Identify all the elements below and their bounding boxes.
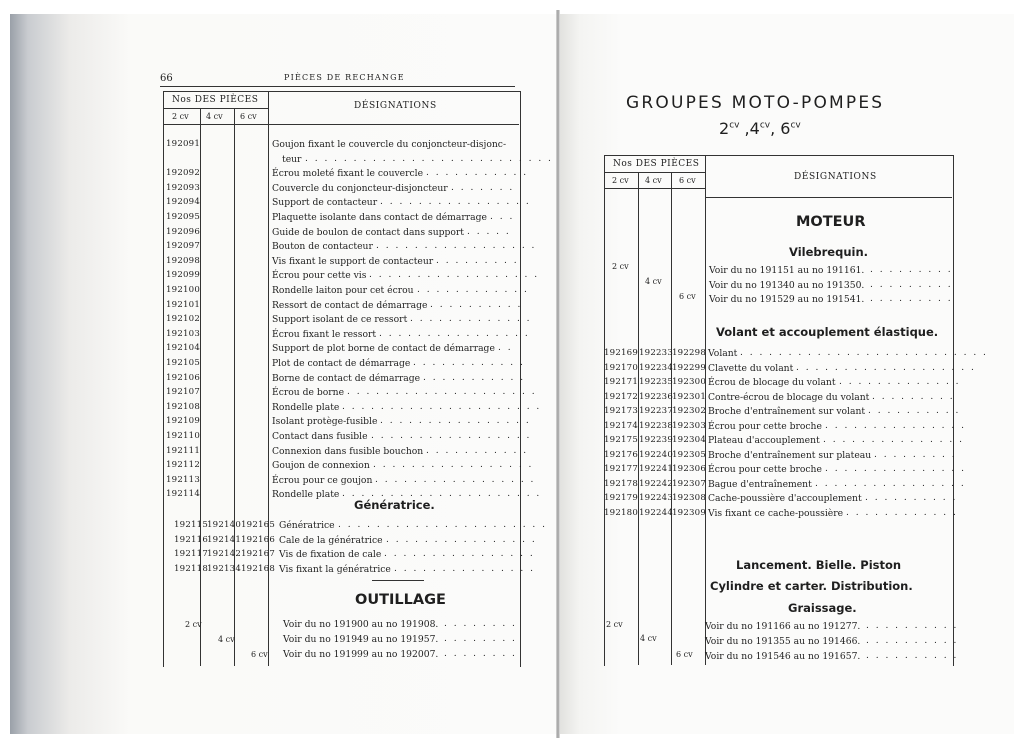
page-subtitle: $2^{cv}$ $,4^{cv}$, $6^{cv}$	[719, 119, 801, 138]
part-number: 192103	[166, 328, 201, 339]
left-header-rule	[163, 108, 268, 109]
part-number-2cv: 192180	[604, 507, 639, 518]
leader-dots: . . . . . . . . . . . . . . . .	[379, 328, 530, 339]
cv-header-6: 6 cv	[679, 176, 696, 185]
leader-dots: . . .	[490, 212, 515, 222]
leader-dots: . . . . . . . . . . . .	[413, 358, 525, 368]
part-number-2cv: 192179	[604, 493, 639, 503]
part-number-4cv: 192239	[639, 435, 674, 445]
leader-dots: . . . . . . . . . . . . . . . . . . . . . . . . . .	[305, 153, 553, 164]
part-designation: Ressort de contact de démarrage	[272, 299, 428, 311]
part-number-6cv: 192168	[241, 563, 276, 574]
part-number: 192094	[166, 197, 201, 208]
part-number: 192107	[166, 387, 201, 398]
nos-des-pieces-header: Nos DES PIÈCES	[172, 95, 259, 105]
part-number: 192102	[166, 314, 201, 325]
part-designation: Cache-poussière d'accouplement	[708, 493, 862, 504]
part-designation-cont: teur	[282, 153, 302, 165]
leader-dots: . . . . . . . . . .	[430, 299, 523, 310]
leader-dots: . . . . . . . . .	[870, 294, 953, 305]
leader-dots: . . . . . . . . . . . . . . . . .	[371, 431, 532, 441]
part-number: 192106	[166, 372, 201, 383]
part-designation: Contre-écrou de blocage du volant	[708, 391, 870, 403]
cv-label: 2 cv	[185, 620, 202, 629]
leader-dots: . . . . . . . . . . . . . . . . . . .	[796, 362, 976, 373]
part-number-4cv: 192141	[207, 534, 242, 545]
leader-dots: . . . . . . . . . . .	[426, 445, 529, 456]
part-number: 192091	[166, 139, 201, 149]
leader-dots: . . . . . . . .	[444, 634, 517, 644]
part-designation: Volant	[708, 348, 738, 359]
leader-dots: . . . . . . . . . . . . . . .	[825, 420, 966, 431]
part-number-2cv: 192171	[604, 377, 639, 387]
part-designation: Support de contacteur	[272, 197, 378, 209]
leader-dots: . . . . . . . . . . . . . . . . . . . . . . . . . .	[740, 348, 988, 358]
part-number-2cv: 192118	[174, 563, 209, 574]
part-number-6cv: 192308	[672, 493, 707, 503]
part-number-2cv: 192175	[604, 435, 639, 445]
part-designation: Couvercle du conjoncteur-disjoncteur	[272, 182, 448, 194]
part-number-4cv: 192243	[639, 493, 674, 503]
part-number: 192111	[166, 445, 201, 456]
part-number-4cv: 192134	[207, 563, 242, 574]
part-number-6cv: 192165	[241, 520, 276, 530]
cv-label: 6 cv	[679, 292, 696, 301]
leader-dots: . . . . . . . . .	[870, 265, 953, 275]
part-number: 192097	[166, 241, 201, 252]
part-number: 192101	[166, 299, 201, 310]
part-number-4cv: 192235	[639, 377, 674, 387]
part-designation: Goujon fixant le couvercle du conjoncteur-disjonc-	[272, 139, 507, 150]
part-number: 192110	[166, 431, 201, 441]
part-number-2cv: 192169	[604, 348, 639, 358]
part-number: 192098	[166, 255, 201, 266]
part-number-4cv: 192142	[207, 549, 242, 560]
leader-dots: . . . . . . . . . . . . . . .	[394, 563, 535, 574]
part-number: 192104	[166, 343, 201, 354]
leader-dots: . . . . . . . . . .	[868, 406, 961, 416]
leader-dots: . . . . . . . . . . . . . . . . . . . . . .	[338, 520, 548, 530]
leader-dots: . . . . . . . . . . . . . . .	[825, 464, 966, 474]
part-number-4cv: 192241	[639, 464, 674, 474]
part-number-2cv: 192176	[604, 449, 639, 460]
reference-range: Voir du no 191166 au no 191277.	[705, 621, 861, 632]
leader-dots: . . . . . . . . . . . . . . . . .	[375, 474, 536, 485]
part-number-6cv: 192303	[672, 420, 707, 431]
leader-dots: . . . . . . . . . . . . .	[839, 377, 961, 387]
cv-header-4: 4 cv	[645, 176, 662, 185]
part-number-2cv: 192117	[174, 549, 209, 560]
section-lancement: Lancement. Bielle. Piston	[736, 558, 902, 572]
nos-des-pieces-header: Nos DES PIÈCES	[613, 159, 700, 169]
leader-dots: . . . . . . . . . . . . . . .	[823, 435, 964, 445]
part-designation: Support isolant de ce ressort	[272, 314, 408, 326]
right-col-divider	[638, 172, 639, 665]
part-designation: Écrou pour cette broche	[708, 420, 822, 432]
cv-header-2: 2 cv	[612, 176, 629, 185]
leader-dots: . . . . . . . . . . . . . . . . . . . . .	[342, 489, 542, 500]
right-header-rule	[705, 197, 952, 198]
part-designation: Plot de contact de démarrage	[272, 358, 411, 369]
section-vilebrequin: Vilebrequin.	[789, 245, 869, 259]
part-designation: Écrou pour cette vis	[272, 270, 367, 282]
part-designation: Écrou fixant le ressort	[272, 328, 377, 340]
leader-dots: . . . . . . . . . . . . .	[410, 314, 532, 325]
part-number-4cv: 192233	[639, 348, 674, 358]
left-header-rule	[163, 124, 268, 125]
part-number: 192093	[166, 182, 201, 193]
reference-range: Voir du no 191151 au no 191161.	[709, 265, 865, 276]
running-head-rule	[160, 86, 515, 87]
leader-dots: . . . . .	[467, 226, 511, 237]
leader-dots: . . . . . . . . . .	[866, 651, 959, 661]
part-designation: Clavette du volant	[708, 362, 794, 374]
part-number: 192099	[166, 270, 201, 281]
part-designation: Support de plot borne de contact de démarrage	[272, 343, 495, 355]
designations-header: DÉSIGNATIONS	[354, 101, 437, 111]
left-col-divider	[234, 108, 235, 666]
leader-dots: . . . . . . . . . . . . . . . . . .	[369, 270, 540, 281]
part-designation: Contact dans fusible	[272, 431, 368, 442]
leader-dots: . . . . . . . . . . .	[426, 168, 529, 179]
part-number: 192100	[166, 285, 201, 295]
part-number-4cv: 192244	[639, 507, 674, 518]
leader-dots: . . . . . . . . . .	[865, 493, 958, 503]
cv-label: 2 cv	[612, 262, 629, 271]
part-designation: Écrou moleté fixant le couvercle	[272, 168, 424, 180]
left-col-divider	[268, 91, 269, 666]
leader-dots: . . . . . . .	[451, 182, 515, 193]
leader-dots: . . . . . . . . . . . .	[846, 507, 958, 518]
part-number-2cv: 192172	[604, 391, 639, 402]
part-designation: Bague d'entraînement	[708, 478, 812, 490]
leader-dots: . . . . . . . . . . .	[423, 372, 526, 383]
leader-dots: . . . . . . . . . . . .	[417, 285, 529, 295]
book-gutter	[556, 10, 560, 738]
part-number: 192095	[166, 212, 201, 222]
leader-dots: . . . . . . . .	[444, 619, 517, 629]
cv-label: 2 cv	[606, 620, 623, 629]
part-designation: Vis fixant ce cache-poussière	[708, 507, 844, 519]
part-number: 192112	[166, 460, 201, 471]
part-number-2cv: 192178	[604, 478, 639, 489]
cv-label: 4 cv	[645, 277, 662, 286]
part-number-6cv: 192309	[672, 507, 707, 518]
right-header-rule	[604, 188, 705, 189]
page-number: 66	[160, 73, 173, 84]
cv-header-4: 4 cv	[206, 112, 223, 121]
reference-range: Voir du no 191949 au no 191957.	[283, 634, 439, 645]
subtitle-power-6: 6	[780, 119, 791, 138]
section-generatrice: Génératrice.	[354, 498, 435, 512]
part-designation: Borne de contact de démarrage	[272, 372, 421, 384]
section-graissage: Graissage.	[788, 601, 857, 615]
part-number-6cv: 192298	[672, 348, 707, 358]
left-col-divider	[200, 108, 201, 666]
part-designation: Goujon de connexion	[272, 460, 370, 472]
part-number: 192108	[166, 401, 201, 412]
reference-range: Voir du no 191999 au no 192007.	[283, 649, 439, 660]
part-number-6cv: 192302	[672, 406, 707, 416]
page-title: GROUPES MOTO-POMPES	[626, 93, 885, 113]
reference-range: Voir du no 191529 au no 191541.	[709, 294, 865, 306]
leader-dots: . . . . . . . . . . . . . . . . . . . .	[347, 387, 537, 398]
cv-header-2: 2 cv	[172, 112, 189, 121]
leader-dots: . . . . . . . . . .	[866, 636, 959, 646]
part-number: 192105	[166, 358, 201, 368]
part-number-4cv: 192240	[639, 449, 674, 460]
section-divider	[372, 580, 424, 581]
part-number-6cv: 192307	[672, 478, 707, 489]
part-designation: Plateau d'accouplement	[708, 435, 820, 446]
part-designation: Écrou de blocage du volant	[708, 377, 836, 388]
reference-range: Voir du no 191355 au no 191466.	[705, 636, 861, 647]
part-number: 192114	[166, 489, 201, 500]
running-head: PIÈCES DE RECHANGE	[284, 73, 405, 82]
part-designation: Connexion dans fusible bouchon	[272, 445, 424, 457]
part-number-4cv: 192234	[639, 362, 674, 373]
part-designation: Vis fixant le support de contacteur	[272, 255, 434, 267]
cv-label: 6 cv	[676, 650, 693, 659]
part-number-4cv: 192140	[207, 520, 242, 530]
part-number-6cv: 192300	[672, 377, 707, 387]
part-number-6cv: 192306	[672, 464, 707, 474]
leader-dots: . . . . . . . . . . . . . . . .	[380, 416, 531, 427]
part-number: 192096	[166, 226, 201, 237]
subtitle-power-2: 2	[719, 119, 730, 138]
leader-dots: . . . . . . . . . . . . . . . .	[384, 549, 535, 560]
left-header-rule	[268, 124, 519, 125]
leader-dots: . .	[498, 343, 513, 354]
leader-dots: . . . . . . . . .	[874, 449, 957, 460]
part-designation: Génératrice	[279, 520, 335, 531]
cv-label: 6 cv	[251, 650, 268, 659]
part-number-6cv: 192166	[241, 534, 276, 545]
part-designation: Broche d'entraînement sur volant	[708, 406, 866, 417]
subtitle-power-4: 4	[749, 119, 760, 138]
leader-dots: . . . . . . . . .	[870, 279, 953, 290]
part-designation: Vis de fixation de cale	[279, 549, 382, 561]
section-volant: Volant et accouplement élastique.	[716, 325, 939, 339]
reference-range: Voir du no 191546 au no 191657.	[705, 651, 861, 662]
leader-dots: . . . . . . . . . . . . . . . .	[386, 534, 537, 545]
part-number-2cv: 192116	[174, 534, 209, 545]
leader-dots: . . . . . . . . . . . . . . . . .	[376, 241, 537, 252]
part-designation: Bouton de contacteur	[272, 241, 373, 253]
designations-header: DÉSIGNATIONS	[794, 172, 877, 182]
part-designation: Rondelle plate	[272, 489, 340, 501]
part-number-2cv: 192115	[174, 520, 209, 530]
leader-dots: . . . . . . . . .	[872, 391, 955, 402]
leader-dots: . . . . . . . . . . . . . . . . . . . . .	[342, 401, 542, 412]
part-number-4cv: 192238	[639, 420, 674, 431]
part-designation: Écrou de borne	[272, 387, 345, 399]
part-designation: Guide de boulon de contact dans support	[272, 226, 464, 238]
part-designation: Écrou pour ce goujon	[272, 474, 373, 486]
part-number-2cv: 192173	[604, 406, 639, 416]
part-number: 192092	[166, 168, 201, 179]
leader-dots: . . . . . . . . . .	[866, 621, 959, 631]
right-header-rule	[604, 172, 705, 173]
section-outillage: OUTILLAGE	[355, 592, 446, 608]
part-number-2cv: 192174	[604, 420, 639, 431]
part-designation: Cale de la génératrice	[279, 534, 383, 546]
leader-dots: . . . . . . . . .	[436, 255, 519, 266]
cv-header-6: 6 cv	[240, 112, 257, 121]
cv-label: 4 cv	[640, 634, 657, 643]
part-designation: Isolant protège-fusible	[272, 416, 378, 428]
part-number-6cv: 192167	[241, 549, 276, 560]
part-number-2cv: 192177	[604, 464, 639, 474]
part-number-6cv: 192305	[672, 449, 707, 460]
part-number-6cv: 192301	[672, 391, 707, 402]
part-number: 192113	[166, 474, 201, 485]
reference-range: Voir du no 191340 au no 191350.	[709, 279, 865, 291]
part-designation: Broche d'entraînement sur plateau	[708, 449, 872, 461]
leader-dots: . . . . . . . . . . . . . . . .	[380, 197, 531, 208]
part-number-4cv: 192242	[639, 478, 674, 489]
part-number-6cv: 192299	[672, 362, 707, 373]
leader-dots: . . . . . . . . . . . . . . . .	[815, 478, 966, 489]
part-number-2cv: 192170	[604, 362, 639, 373]
part-designation: Rondelle plate	[272, 401, 340, 413]
part-designation: Plaquette isolante dans contact de démarrage	[272, 212, 487, 223]
part-designation: Écrou pour cette broche	[708, 464, 822, 475]
part-number-4cv: 192236	[639, 391, 674, 402]
right-col-divider	[671, 172, 672, 665]
part-designation: Vis fixant la génératrice	[279, 563, 391, 575]
reference-range: Voir du no 191900 au no 191908.	[283, 619, 439, 630]
section-cylindre: Cylindre et carter. Distribution.	[710, 579, 913, 593]
section-moteur: MOTEUR	[796, 214, 866, 230]
part-designation: Rondelle laiton pour cet écrou	[272, 285, 414, 296]
part-number-4cv: 192237	[639, 406, 674, 416]
leader-dots: . . . . . . . . . . . . . . . . .	[373, 460, 534, 471]
part-number: 192109	[166, 416, 201, 427]
part-number-6cv: 192304	[672, 435, 707, 445]
leader-dots: . . . . . . . .	[444, 649, 517, 659]
cv-label: 4 cv	[218, 635, 235, 644]
